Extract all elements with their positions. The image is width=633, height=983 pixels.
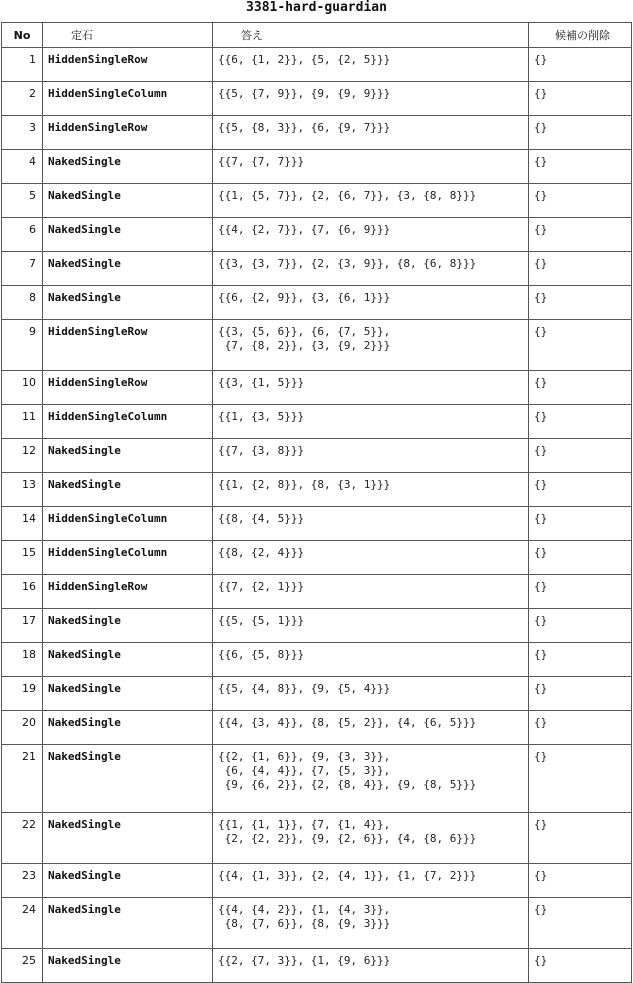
cell-technique: HiddenSingleRow [43,48,213,82]
cell-answer: {{7, {2, 1}}} [213,575,529,609]
header-row [2,23,632,48]
cell-technique: HiddenSingleColumn [43,541,213,575]
cell-answer: {{2, {1, 6}}, {9, {3, 3}}, {6, {4, 4}}, {7, {5, 3}}, {9, {6, 2}}, {2, {8, 4}}, {9, {8, 5}}} [213,745,529,813]
cell-technique: NakedSingle [43,609,213,643]
cell-technique: NakedSingle [43,473,213,507]
cell-answer: {{7, {7, 7}}} [213,150,529,184]
cell-no: 14 [2,507,43,541]
cell-no: 16 [2,575,43,609]
table-row [2,320,632,371]
cell-removal: {} [529,184,632,218]
cell-no: 20 [2,711,43,745]
cell-technique: NakedSingle [43,439,213,473]
cell-no: 8 [2,286,43,320]
table-row [2,252,632,286]
table-row [2,643,632,677]
cell-answer: {{1, {3, 5}}} [213,405,529,439]
cell-answer: {{4, {2, 7}}, {7, {6, 9}}} [213,218,529,252]
cell-no: 19 [2,677,43,711]
cell-answer: {{1, {5, 7}}, {2, {6, 7}}, {3, {8, 8}}} [213,184,529,218]
cell-no: 18 [2,643,43,677]
table-row [2,609,632,643]
cell-answer: {{5, {4, 8}}, {9, {5, 4}}} [213,677,529,711]
cell-removal: {} [529,745,632,813]
table-row [2,82,632,116]
table-row [2,745,632,813]
cell-removal: {} [529,116,632,150]
cell-removal: {} [529,898,632,949]
cell-technique: NakedSingle [43,711,213,745]
cell-technique: NakedSingle [43,864,213,898]
cell-no: 7 [2,252,43,286]
cell-no: 1 [2,48,43,82]
cell-removal: {} [529,575,632,609]
table-row [2,286,632,320]
cell-technique: HiddenSingleRow [43,371,213,405]
table-row [2,864,632,898]
cell-removal: {} [529,48,632,82]
cell-no: 25 [2,949,43,983]
cell-removal: {} [529,711,632,745]
table-row [2,541,632,575]
cell-no: 12 [2,439,43,473]
cell-removal: {} [529,439,632,473]
cell-answer: {{6, {1, 2}}, {5, {2, 5}}} [213,48,529,82]
cell-removal: {} [529,677,632,711]
table-row [2,949,632,983]
cell-answer: {{4, {3, 4}}, {8, {5, 2}}, {4, {6, 5}}} [213,711,529,745]
cell-removal: {} [529,218,632,252]
cell-no: 15 [2,541,43,575]
table-row [2,405,632,439]
cell-technique: NakedSingle [43,252,213,286]
table-row [2,898,632,949]
cell-removal: {} [529,609,632,643]
cell-answer: {{2, {7, 3}}, {1, {9, 6}}} [213,949,529,983]
cell-no: 5 [2,184,43,218]
table-row [2,218,632,252]
cell-removal: {} [529,813,632,864]
cell-no: 10 [2,371,43,405]
header-answer: 答え [213,23,529,48]
cell-technique: NakedSingle [43,218,213,252]
cell-removal: {} [529,252,632,286]
cell-technique: HiddenSingleRow [43,575,213,609]
cell-answer: {{8, {2, 4}}} [213,541,529,575]
solution-table [1,22,632,983]
table-row [2,507,632,541]
cell-answer: {{3, {5, 6}}, {6, {7, 5}}, {7, {8, 2}}, {3, {9, 2}}} [213,320,529,371]
cell-answer: {{8, {4, 5}}} [213,507,529,541]
cell-removal: {} [529,150,632,184]
page-title: 3381-hard-guardian [246,0,387,15]
cell-removal: {} [529,541,632,575]
table-row [2,711,632,745]
table-row [2,371,632,405]
cell-technique: NakedSingle [43,643,213,677]
cell-no: 21 [2,745,43,813]
cell-no: 11 [2,405,43,439]
table-row [2,116,632,150]
cell-no: 2 [2,82,43,116]
table-row [2,677,632,711]
header-no: No [2,23,43,48]
cell-answer: {{5, {7, 9}}, {9, {9, 9}}} [213,82,529,116]
cell-technique: NakedSingle [43,677,213,711]
cell-removal: {} [529,864,632,898]
cell-answer: {{4, {4, 2}}, {1, {4, 3}}, {8, {7, 6}}, {8, {9, 3}}} [213,898,529,949]
table-row [2,473,632,507]
cell-technique: NakedSingle [43,286,213,320]
cell-no: 13 [2,473,43,507]
cell-technique: NakedSingle [43,949,213,983]
cell-technique: NakedSingle [43,184,213,218]
cell-answer: {{6, {5, 8}}} [213,643,529,677]
cell-answer: {{1, {1, 1}}, {7, {1, 4}}, {2, {2, 2}}, {9, {2, 6}}, {4, {8, 6}}} [213,813,529,864]
cell-technique: NakedSingle [43,745,213,813]
cell-removal: {} [529,643,632,677]
cell-removal: {} [529,82,632,116]
cell-answer: {{1, {2, 8}}, {8, {3, 1}}} [213,473,529,507]
cell-no: 22 [2,813,43,864]
cell-technique: HiddenSingleColumn [43,507,213,541]
cell-removal: {} [529,473,632,507]
cell-no: 4 [2,150,43,184]
cell-answer: {{5, {5, 1}}} [213,609,529,643]
cell-technique: HiddenSingleColumn [43,82,213,116]
table-row [2,439,632,473]
cell-technique: HiddenSingleColumn [43,405,213,439]
cell-technique: NakedSingle [43,898,213,949]
cell-no: 9 [2,320,43,371]
cell-answer: {{7, {3, 8}}} [213,439,529,473]
cell-no: 3 [2,116,43,150]
cell-removal: {} [529,507,632,541]
cell-answer: {{3, {1, 5}}} [213,371,529,405]
table-row [2,48,632,82]
cell-removal: {} [529,405,632,439]
cell-technique: NakedSingle [43,150,213,184]
table-row [2,150,632,184]
cell-technique: HiddenSingleRow [43,116,213,150]
cell-answer: {{6, {2, 9}}, {3, {6, 1}}} [213,286,529,320]
table-row [2,184,632,218]
cell-technique: NakedSingle [43,813,213,864]
cell-answer: {{4, {1, 3}}, {2, {4, 1}}, {1, {7, 2}}} [213,864,529,898]
cell-answer: {{5, {8, 3}}, {6, {9, 7}}} [213,116,529,150]
cell-answer: {{3, {3, 7}}, {2, {3, 9}}, {8, {6, 8}}} [213,252,529,286]
cell-removal: {} [529,371,632,405]
cell-no: 23 [2,864,43,898]
cell-removal: {} [529,286,632,320]
header-technique: 定石 [43,23,213,48]
cell-no: 17 [2,609,43,643]
table-row [2,575,632,609]
cell-technique: HiddenSingleRow [43,320,213,371]
cell-no: 24 [2,898,43,949]
cell-removal: {} [529,320,632,371]
table-row [2,813,632,864]
header-removal: 候補の削除 [529,23,632,48]
cell-removal: {} [529,949,632,983]
cell-no: 6 [2,218,43,252]
